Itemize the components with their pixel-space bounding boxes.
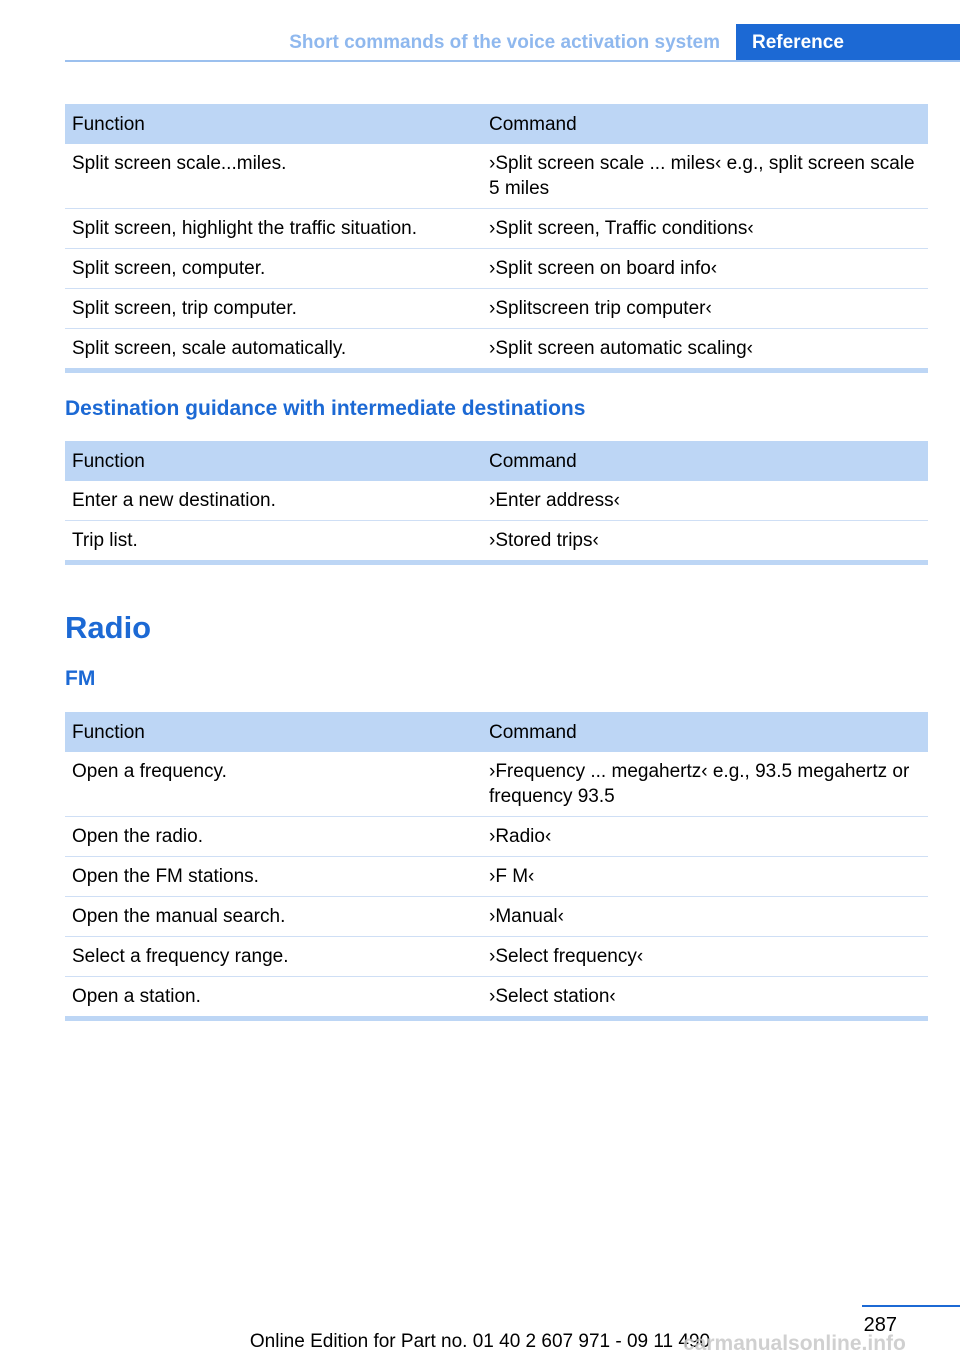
- command-cell: ›Splitscreen trip computer‹: [482, 289, 928, 329]
- table-row: [65, 937, 928, 977]
- column-header-command: Command: [482, 441, 928, 481]
- column-header-function: Function: [65, 104, 482, 144]
- table-row: [65, 249, 928, 289]
- function-cell: Open a station.: [65, 977, 482, 1019]
- command-cell: ›Select station‹: [482, 977, 928, 1019]
- command-cell: ›Select frequency‹: [482, 937, 928, 977]
- table-row: [65, 481, 928, 521]
- header-reference-tab: Reference: [736, 24, 960, 62]
- function-cell: Open the manual search.: [65, 897, 482, 937]
- function-cell: Open the radio.: [65, 817, 482, 857]
- column-header-function: Function: [65, 441, 482, 481]
- function-cell: Split screen, computer.: [65, 249, 482, 289]
- command-cell: ›Split screen automatic scaling‹: [482, 329, 928, 371]
- function-cell: Select a frequency range.: [65, 937, 482, 977]
- header-divider: [65, 60, 960, 62]
- page-header: [65, 24, 960, 62]
- command-cell: ›Manual‹: [482, 897, 928, 937]
- destination-commands-table: [65, 441, 928, 565]
- table-row: [65, 144, 928, 209]
- edition-footer: Online Edition for Part no. 01 40 2 607 971 - 09 11 490: [249, 1331, 711, 1352]
- column-header-command: Command: [482, 712, 928, 752]
- fm-commands-table: [65, 712, 928, 1021]
- table-row: [65, 289, 928, 329]
- table-header-row: [65, 441, 928, 481]
- page-number: 287: [863, 1314, 897, 1336]
- table-row: [65, 752, 928, 817]
- header-section-title: Short commands of the voice activation system: [289, 32, 720, 53]
- destination-guidance-heading: Destination guidance with intermediate destinations: [65, 397, 586, 420]
- command-cell: ›Split screen on board info‹: [482, 249, 928, 289]
- fm-subheading: FM: [65, 667, 96, 690]
- function-cell: Split screen, trip computer.: [65, 289, 482, 329]
- split-screen-commands-table: [65, 104, 928, 373]
- function-cell: Enter a new destination.: [65, 481, 482, 521]
- function-cell: Trip list.: [65, 521, 482, 563]
- table-row: [65, 209, 928, 249]
- command-cell: ›F M‹: [482, 857, 928, 897]
- command-cell: ›Split screen, Traffic conditions‹: [482, 209, 928, 249]
- function-cell: Split screen, highlight the traffic situation.: [65, 209, 482, 249]
- table-row: [65, 857, 928, 897]
- command-cell: ›Stored trips‹: [482, 521, 928, 563]
- watermark: carmanualsonline.info: [683, 1332, 906, 1355]
- command-cell: ›Frequency ... megahertz‹ e.g., 93.5 megahertz or frequency 93.5: [482, 752, 928, 817]
- command-cell: ›Enter address‹: [482, 481, 928, 521]
- table-row: [65, 521, 928, 563]
- table-row: [65, 329, 928, 371]
- table-header-row: [65, 712, 928, 752]
- command-cell: ›Split screen scale ... miles‹ e.g., split screen scale 5 miles: [482, 144, 928, 209]
- function-cell: Split screen, scale automatically.: [65, 329, 482, 371]
- table-row: [65, 977, 928, 1019]
- table-row: [65, 897, 928, 937]
- command-cell: ›Radio‹: [482, 817, 928, 857]
- function-cell: Open the FM stations.: [65, 857, 482, 897]
- radio-heading: Radio: [65, 610, 152, 645]
- column-header-function: Function: [65, 712, 482, 752]
- page-number-divider: [862, 1305, 960, 1307]
- function-cell: Open a frequency.: [65, 752, 482, 817]
- table-header-row: [65, 104, 928, 144]
- column-header-command: Command: [482, 104, 928, 144]
- table-row: [65, 817, 928, 857]
- function-cell: Split screen scale...miles.: [65, 144, 482, 209]
